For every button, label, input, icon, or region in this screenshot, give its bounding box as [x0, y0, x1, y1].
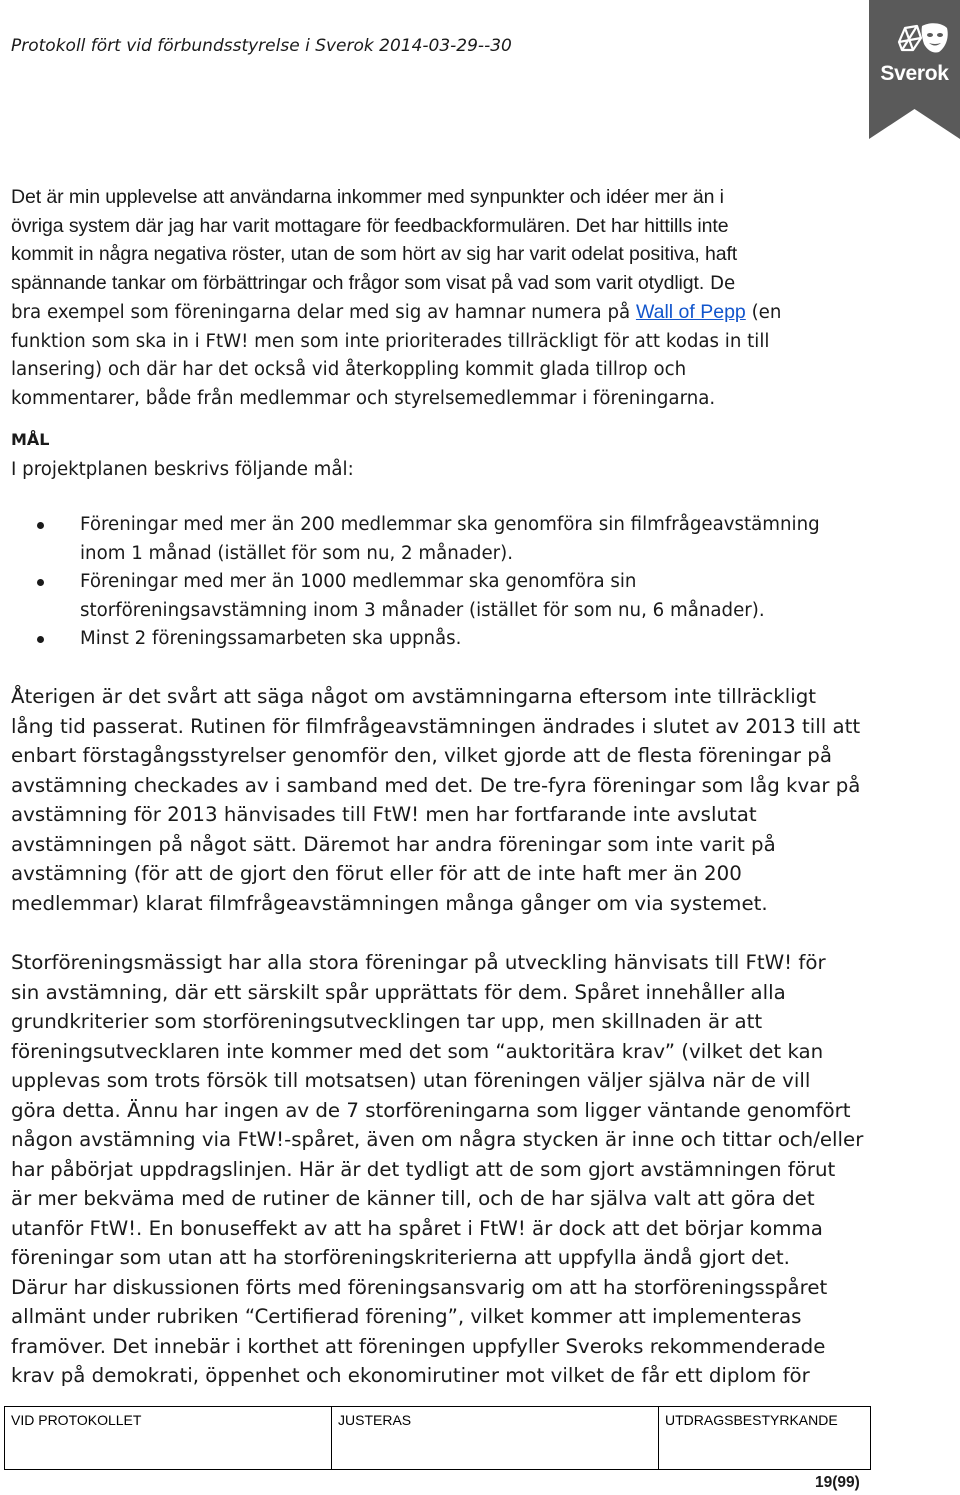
list-item: [0, 511, 940, 568]
text-line: någon avstämning via FtW!-spåret, även om några stycken är inne och tittar och/eller: [11, 1128, 864, 1151]
text-line: allmänt under rubriken “Certifierad förening”, vilket kommer att implementeras: [11, 1305, 802, 1328]
goals-list: [0, 511, 940, 654]
text-line: medlemmar) klarat filmfrågeavstämningen många gånger om via systemet.: [11, 891, 768, 915]
text-line: Det är min upplevelse att användarna inkommer med synpunkter och idéer mer än i: [11, 186, 724, 208]
text-line: grundkriterier som storföreningsutvecklingen tar upp, men skillnaden är att: [11, 1010, 763, 1033]
paragraph-avstamning: [11, 682, 946, 918]
text-line: utanför FtW!. En bonuseffekt av att ha spåret i FtW! är dock att det börjar komma: [11, 1216, 823, 1240]
text-segment: men som inte prioriterades tillräckligt för att kodas in till: [248, 330, 770, 352]
text-line: lång tid passerat. Rutinen för filmfrågeavstämningen ändrades i slutet av 2013 till att: [11, 714, 861, 738]
text-line: upplevas som trots försök till motsatsen) utan föreningen väljer själva när de vill: [11, 1069, 811, 1092]
text-segment: bra exempel som föreningarna delar med sig av hamnar numera på: [11, 302, 636, 323]
text-line: kommit in några negativa röster, utan de som hört av sig har varit odelat positiva, haft: [11, 243, 738, 265]
text-line: avstämning för 2013 hänvisades till FtW! men har fortfarande inte avslutat: [11, 803, 757, 826]
text-line: föreningsutvecklaren inte kommer med det som “auktoritära krav” (vilket det kan: [11, 1039, 824, 1063]
text-line: [11, 328, 936, 357]
bullet-icon: [37, 636, 44, 643]
text-line: lansering) och där har det också vid återkoppling kommit glada tillrop och: [11, 359, 687, 380]
section-heading-mal: MÅL: [11, 430, 50, 449]
text-line: göra detta. Ännu har ingen av de 7 storföreningarna som ligger väntande genomfört: [11, 1098, 851, 1122]
text-segment: funktion som ska in i FtW!: [11, 330, 249, 352]
text-line: avstämningen på något sätt. Däremot har andra föreningar som inte varit på: [11, 832, 776, 856]
signature-cell-utdragsbestyrkande: UTDRAGSBESTYRKANDE: [659, 1407, 871, 1470]
paragraph-storforening: [11, 948, 946, 1391]
text-line: krav på demokrati, öppenhet och ekonomirutiner mot vilket de får ett diplom för: [11, 1364, 810, 1387]
text-line: [11, 269, 936, 299]
text-line: Återigen är det svårt att säga något om avstämningarna eftersom inte tillräckligt: [11, 685, 817, 708]
text-line: enbart förstagångsstyrelser genomför den, vilket gjorde att de flesta föreningar på: [11, 744, 832, 767]
text-line: storföreningsavstämning inom 3 månader (istället för som nu, 6 månader).: [80, 599, 765, 621]
text-line: inom 1 månad (istället för som nu, 2 månader).: [80, 542, 514, 564]
signature-table: [4, 1406, 871, 1470]
text-line: Därur har diskussionen förts med föreningsansvarig om att ha storföreningsspåret: [11, 1275, 828, 1299]
signature-cell-vid-protokollet: VID PROTOKOLLET: [5, 1407, 332, 1470]
text-line: avstämning checkades av i samband med det. De tre-fyra föreningar som låg kvar på: [11, 773, 861, 797]
paragraph-feedback: [11, 183, 936, 413]
text-line: [11, 298, 936, 328]
text-line: föreningar som utan att ha storföreningskriterierna att uppfylla ändå gjort det.: [11, 1246, 790, 1269]
list-item: [0, 625, 940, 654]
text-segment: spännande tankar om förbättringar och frågor som visat på vad som varit otydligt.: [11, 271, 705, 294]
text-segment: De: [704, 272, 736, 294]
text-line: Storföreningsmässigt har alla stora föreningar på utveckling hänvisats till FtW! för: [11, 951, 826, 974]
signature-cell-justeras: JUSTERAS: [332, 1407, 659, 1470]
text-line: Minst 2 föreningssamarbeten ska uppnås.: [80, 628, 462, 649]
text-line: är mer bekväma med de rutiner de känner till, och de har själva valt att göra det: [11, 1187, 815, 1210]
text-line: har påbörjat uppdragslinjen. Här är det tydligt att de som gjort avstämningen förut: [11, 1157, 836, 1181]
text-line: övriga system där jag har varit mottagare för feedbackformulären. Det har hittills inte: [11, 214, 729, 237]
text-line: Föreningar med mer än 1000 medlemmar ska genomföra sin: [80, 571, 637, 592]
text-line: avstämning (för att de gjort den förut eller för att de inte haft mer än 200: [11, 862, 742, 885]
goals-intro: I projektplanen beskrivs följande mål:: [11, 459, 354, 480]
text-line: framöver. Det innebär i korthet att föreningen uppfyller Sveroks rekommenderade: [11, 1334, 826, 1358]
text-segment: (en: [745, 302, 782, 323]
document-header-title: Protokoll fört vid förbundsstyrelse i Sverok 2014-03-29--30: [11, 36, 512, 56]
list-item: [0, 568, 940, 625]
bullet-icon: [37, 522, 44, 529]
table-row: [5, 1407, 871, 1470]
wall-of-pepp-link[interactable]: Wall of Pepp: [635, 301, 746, 323]
text-line: sin avstämning, där ett särskilt spår upprättats för dem. Spåret innehåller alla: [11, 980, 786, 1004]
bullet-icon: [37, 579, 44, 586]
text-line: Föreningar med mer än 200 medlemmar ska genomföra sin filmfrågeavstämning: [80, 514, 820, 535]
sverok-logo: [869, 0, 960, 139]
page-number: 19(99): [815, 1474, 860, 1491]
text-line: kommentarer, både från medlemmar och styrelsemedlemmar i föreningarna.: [11, 387, 716, 409]
logo-wordmark: Sverok: [880, 62, 949, 85]
